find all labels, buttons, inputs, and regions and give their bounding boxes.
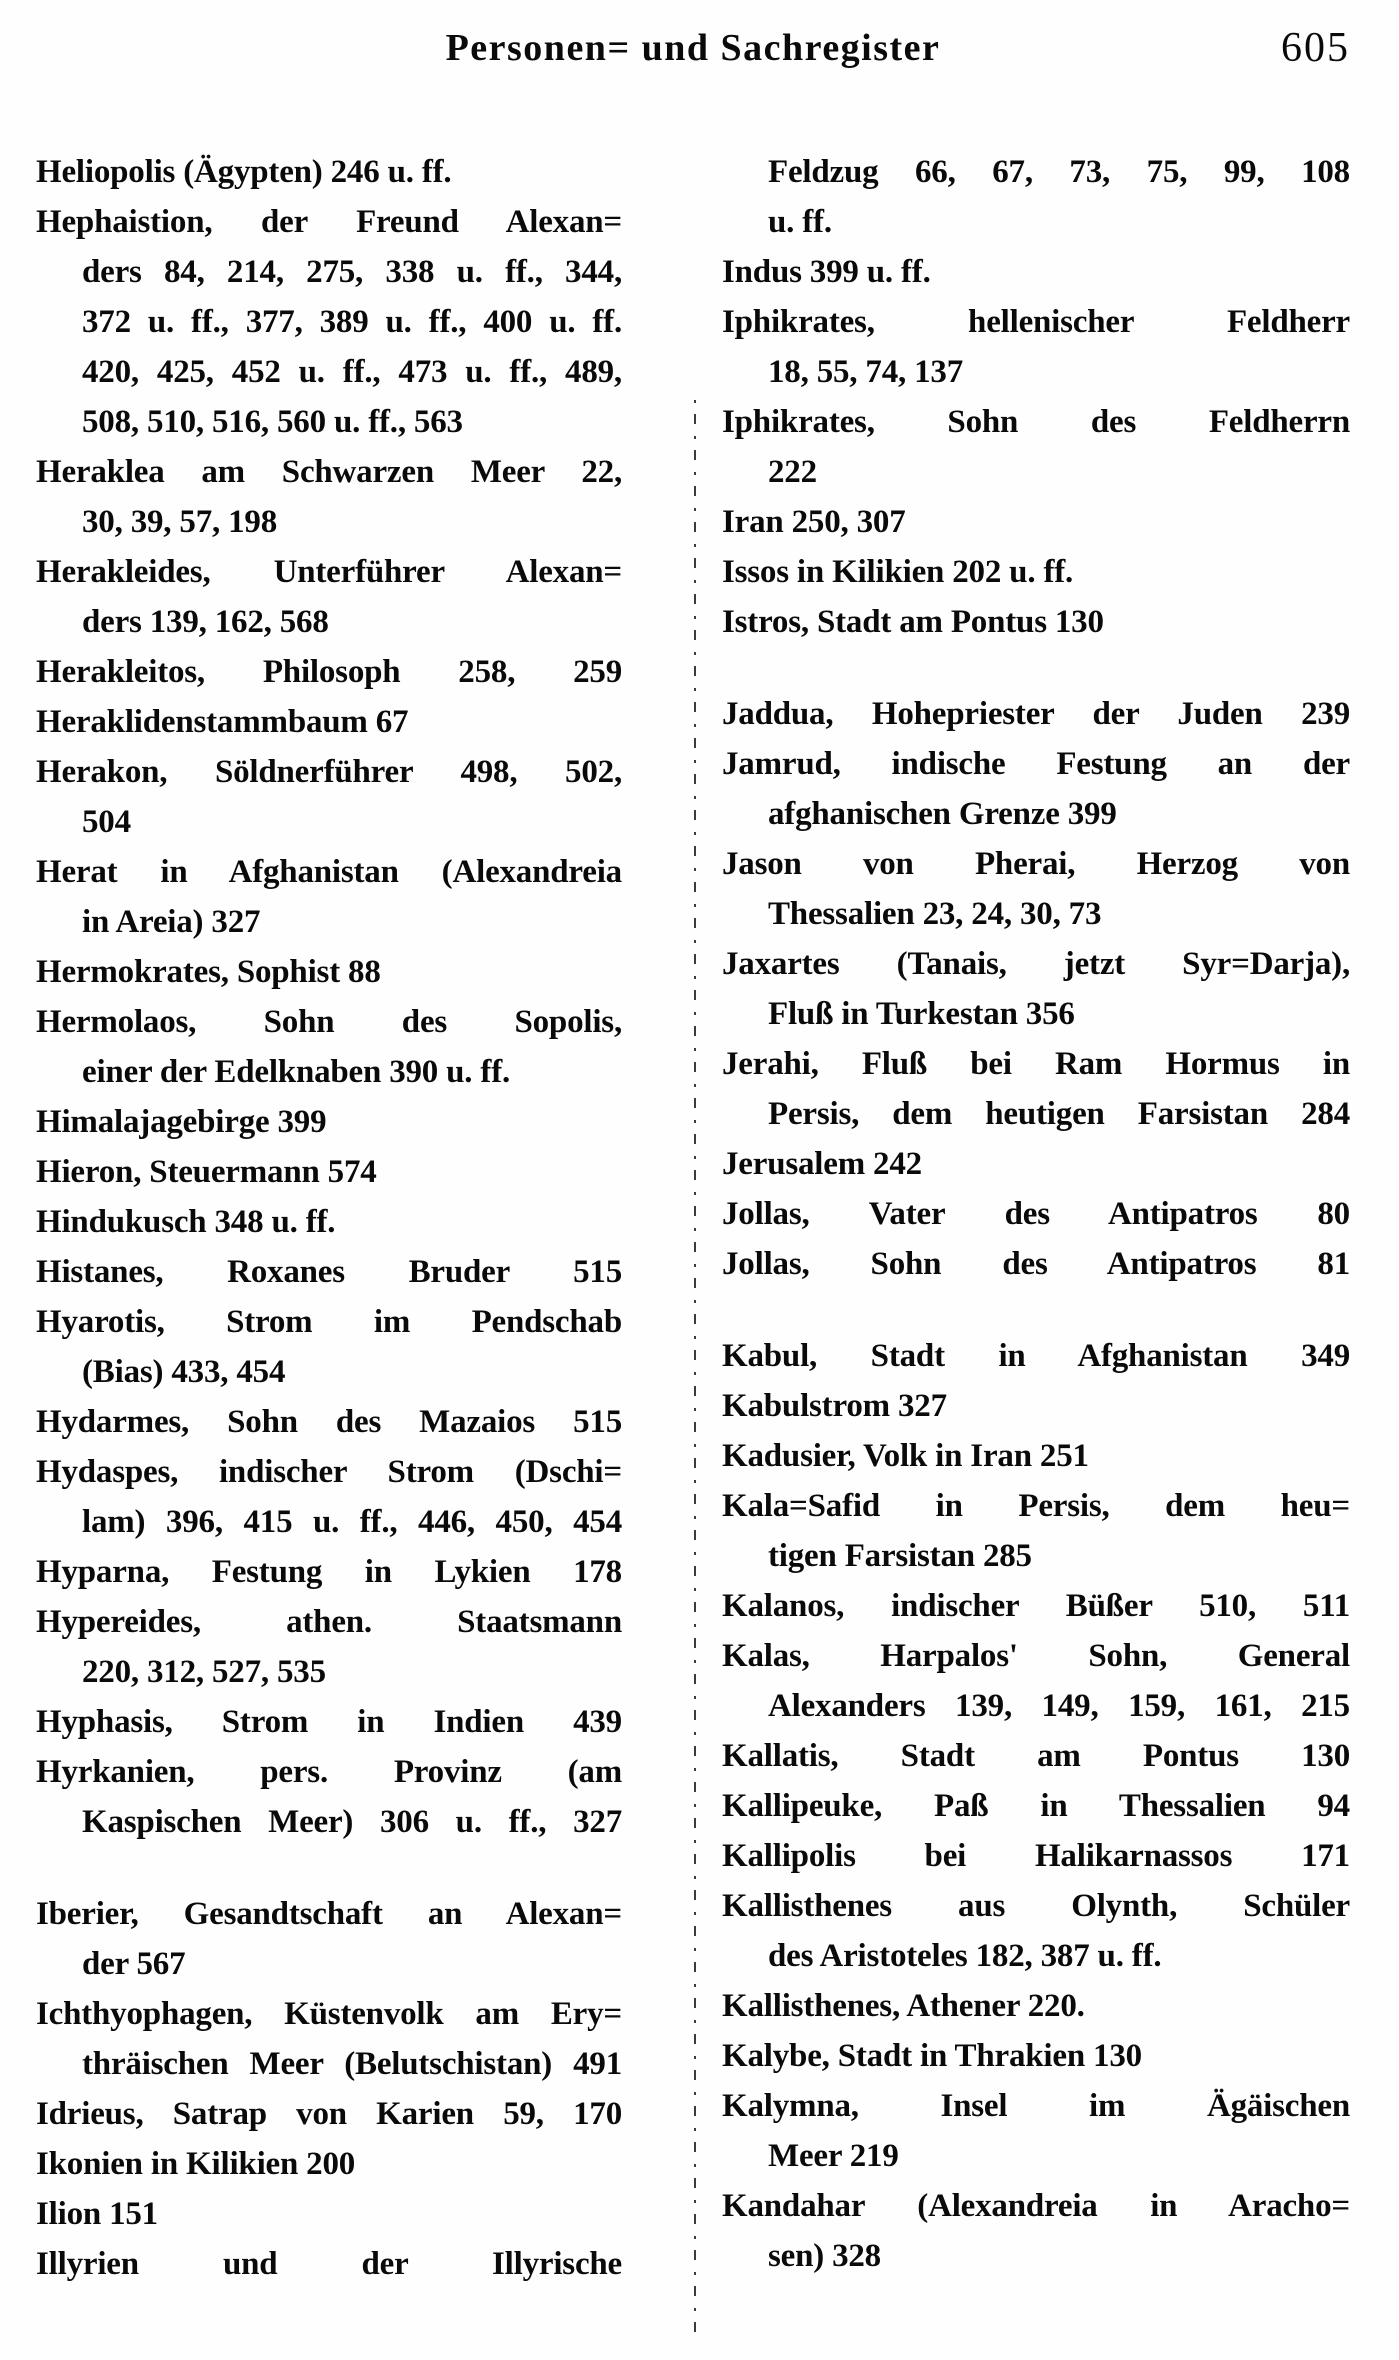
index-line: Hieron, Steuermann 574 <box>36 1154 377 1190</box>
index-line: einer der Edelknaben 390 u. ff. <box>82 1054 511 1090</box>
running-title: Personen= und Sachregister <box>445 27 941 69</box>
index-line: 420, 425, 452 u. ff., 473 u. ff., 489, <box>82 354 622 390</box>
index-line: thräischen Meer (Belutschistan) 491 <box>82 2046 622 2082</box>
index-line: Herat in Afghanistan (Alexandreia <box>36 854 622 890</box>
index-line: Hermokrates, Sophist 88 <box>36 954 381 990</box>
index-line: Hephaistion, der Freund Alexan= <box>36 204 622 240</box>
index-line: Jaddua, Hohepriester der Juden 239 <box>722 696 1350 732</box>
index-line: Jollas, Sohn des Antipatros 81 <box>722 1246 1350 1282</box>
index-line: Kadusier, Volk in Iran 251 <box>722 1438 1089 1474</box>
index-line: Iphikrates, hellenischer Feldherr <box>722 304 1350 340</box>
index-line: Herakon, Söldnerführer 498, 502, <box>36 754 622 790</box>
index-line: Jason von Pherai, Herzog von <box>722 846 1350 882</box>
index-line: Heraklea am Schwarzen Meer 22, <box>36 454 622 490</box>
index-line: Kalybe, Stadt in Thrakien 130 <box>722 2038 1142 2074</box>
section-gap <box>722 1289 1350 1331</box>
index-line: der 567 <box>82 1946 186 1982</box>
index-line: tigen Farsistan 285 <box>768 1538 1032 1574</box>
index-line: Kallipolis bei Halikarnassos 171 <box>722 1838 1350 1874</box>
index-line: 222 <box>768 454 817 490</box>
index-line: Kalas, Harpalos' Sohn, General <box>722 1638 1350 1674</box>
index-line: lam) 396, 415 u. ff., 446, 450, 454 <box>82 1504 622 1540</box>
index-line: Hyphasis, Strom in Indien 439 <box>36 1704 622 1740</box>
index-line: (Bias) 433, 454 <box>82 1354 286 1390</box>
index-column-right <box>722 147 1350 2281</box>
index-line: Hermolaos, Sohn des Sopolis, <box>36 1004 622 1040</box>
index-line: 504 <box>82 804 131 840</box>
index-line: Kaspischen Meer) 306 u. ff., 327 <box>82 1804 622 1840</box>
index-line: Herakleides, Unterführer Alexan= <box>36 554 622 590</box>
index-line: 508, 510, 516, 560 u. ff., 563 <box>82 404 463 440</box>
index-line: Heraklidenstammbaum 67 <box>36 704 409 740</box>
index-column-left <box>36 147 622 2289</box>
index-line: Iberier, Gesandtschaft an Alexan= <box>36 1896 622 1932</box>
index-line: Kandahar (Alexandreia in Aracho= <box>722 2188 1350 2224</box>
index-line: ders 84, 214, 275, 338 u. ff., 344, <box>82 254 622 290</box>
index-line: Feldzug 66, 67, 73, 75, 99, 108 <box>768 154 1350 190</box>
index-line: Ilion 151 <box>36 2196 158 2232</box>
index-line: Hindukusch 348 u. ff. <box>36 1204 336 1240</box>
index-line: Hydarmes, Sohn des Mazaios 515 <box>36 1404 622 1440</box>
index-line: Kala=Safid in Persis, dem heu= <box>722 1488 1350 1524</box>
index-line: Illyrien und der Illyrische <box>36 2246 622 2282</box>
index-line: Jaxartes (Tanais, jetzt Syr=Darja), <box>722 946 1350 982</box>
index-line: Kalymna, Insel im Ägäischen <box>722 2088 1350 2124</box>
index-line: Kallisthenes, Athener 220. <box>722 1988 1085 2024</box>
index-line: Hypereides, athen. Staatsmann <box>36 1604 622 1640</box>
index-line: Hyparna, Festung in Lykien 178 <box>36 1554 622 1590</box>
index-line: Kallipeuke, Paß in Thessalien 94 <box>722 1788 1350 1824</box>
index-line: Thessalien 23, 24, 30, 73 <box>768 896 1102 932</box>
index-line: in Areia) 327 <box>82 904 261 940</box>
index-line: Fluß in Turkestan 356 <box>768 996 1075 1032</box>
column-divider <box>694 400 696 2340</box>
index-line: Jerusalem 242 <box>722 1146 922 1182</box>
index-line: Hyrkanien, pers. Provinz (am <box>36 1754 622 1790</box>
index-line: Iran 250, 307 <box>722 504 906 540</box>
index-line: Herakleitos, Philosoph 258, 259 <box>36 654 622 690</box>
index-line: afghanischen Grenze 399 <box>768 796 1117 832</box>
section-gap <box>36 1847 622 1889</box>
index-line: Iphikrates, Sohn des Feldherrn <box>722 404 1350 440</box>
section-gap <box>722 647 1350 689</box>
index-line: 18, 55, 74, 137 <box>768 354 964 390</box>
index-line: 30, 39, 57, 198 <box>82 504 278 540</box>
index-line: Meer 219 <box>768 2138 899 2174</box>
page-number: 605 <box>1281 25 1350 71</box>
index-line: ders 139, 162, 568 <box>82 604 329 640</box>
index-line: 372 u. ff., 377, 389 u. ff., 400 u. ff. <box>82 304 622 340</box>
index-line: Kabul, Stadt in Afghanistan 349 <box>722 1338 1350 1374</box>
index-line: Alexanders 139, 149, 159, 161, 215 <box>768 1688 1350 1724</box>
index-line: Ikonien in Kilikien 200 <box>36 2146 356 2182</box>
index-line: Ichthyophagen, Küstenvolk am Ery= <box>36 1996 622 2032</box>
index-line: sen) 328 <box>768 2238 881 2274</box>
index-line: Hyarotis, Strom im Pendschab <box>36 1304 622 1340</box>
index-line: Issos in Kilikien 202 u. ff. <box>722 554 1074 590</box>
index-line: Persis, dem heutigen Farsistan 284 <box>768 1096 1350 1132</box>
index-line: u. ff. <box>768 204 832 240</box>
index-line: Jollas, Vater des Antipatros 80 <box>722 1196 1350 1232</box>
index-line: Heliopolis (Ägypten) 246 u. ff. <box>36 154 452 190</box>
index-line: Jerahi, Fluß bei Ram Hormus in <box>722 1046 1350 1082</box>
index-line: Indus 399 u. ff. <box>722 254 931 290</box>
index-line: Kallisthenes aus Olynth, Schüler <box>722 1888 1350 1924</box>
index-line: Kallatis, Stadt am Pontus 130 <box>722 1738 1350 1774</box>
index-line: Kabulstrom 327 <box>722 1388 947 1424</box>
index-line: Kalanos, indischer Büßer 510, 511 <box>722 1588 1350 1624</box>
index-line: Idrieus, Satrap von Karien 59, 170 <box>36 2096 622 2132</box>
index-line: Histanes, Roxanes Bruder 515 <box>36 1254 622 1290</box>
index-line: 220, 312, 527, 535 <box>82 1654 326 1690</box>
index-line: Hydaspes, indischer Strom (Dschi= <box>36 1454 622 1490</box>
index-line: Himalajagebirge 399 <box>36 1104 327 1140</box>
index-line: Istros, Stadt am Pontus 130 <box>722 604 1104 640</box>
index-line: des Aristoteles 182, 387 u. ff. <box>768 1938 1162 1974</box>
index-line: Jamrud, indische Festung an der <box>722 746 1350 782</box>
